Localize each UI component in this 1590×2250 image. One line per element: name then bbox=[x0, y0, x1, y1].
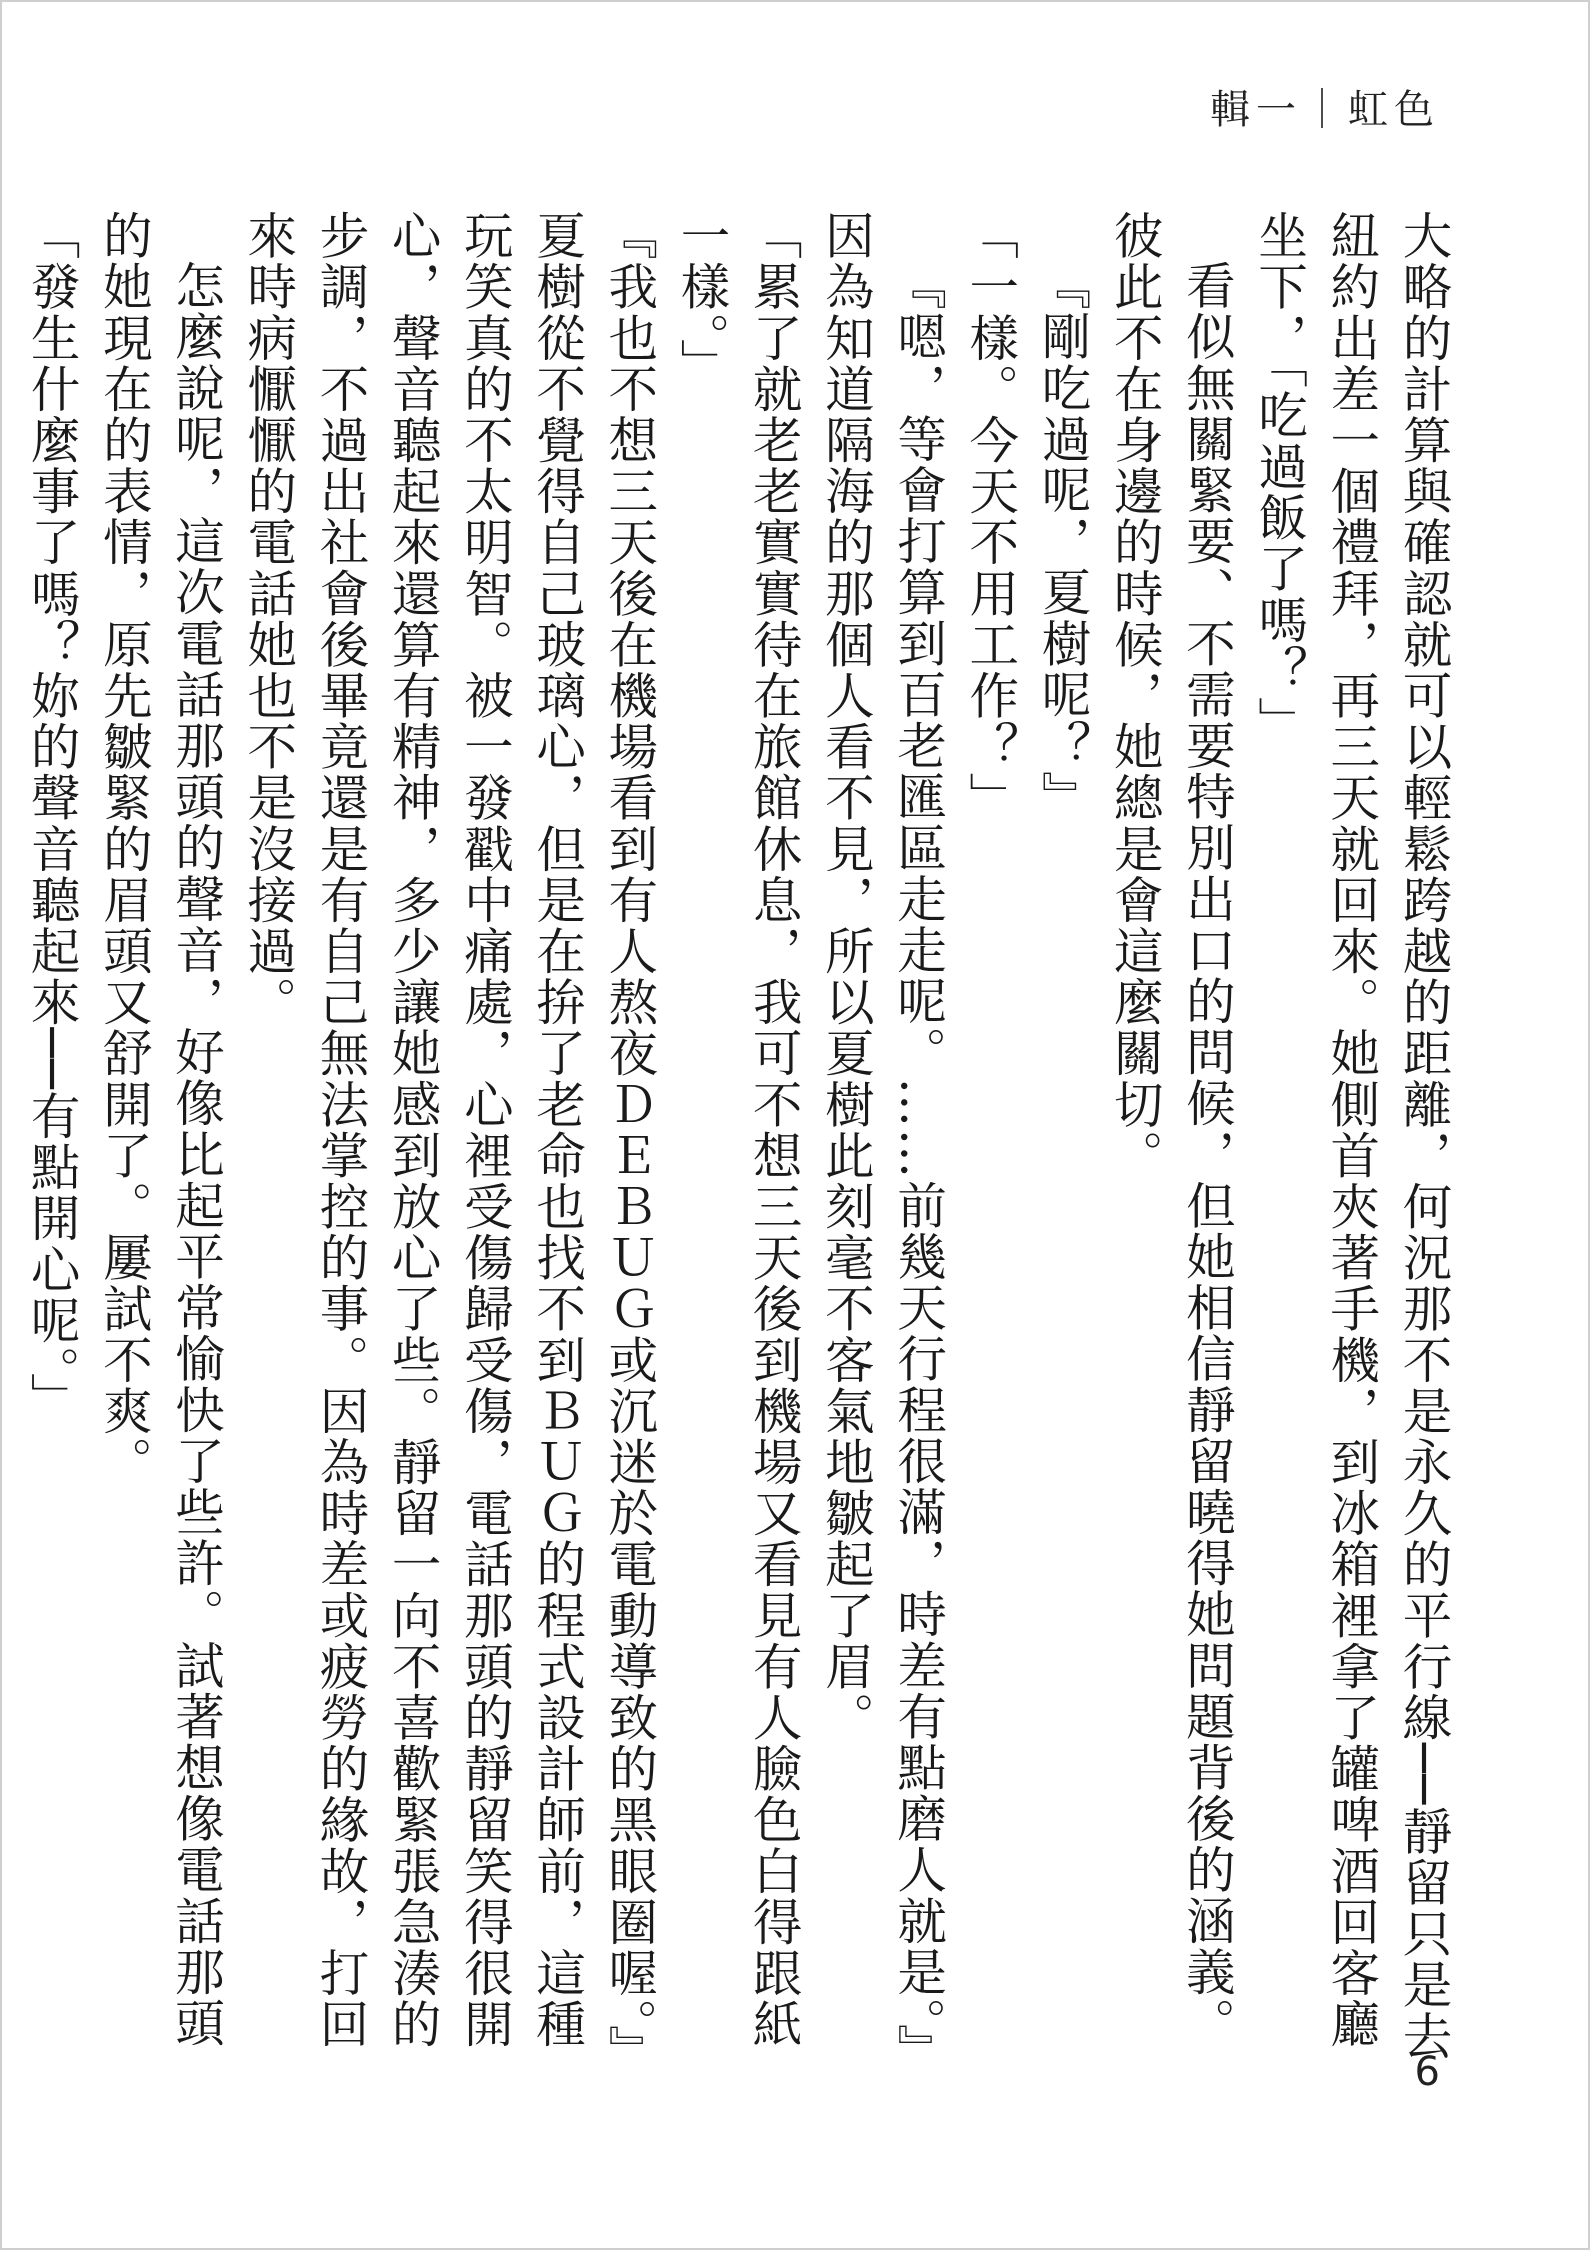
paragraph-2: 看似無關緊要、不需要特別出口的問候，但她相信靜留曉得她問題背後的涵義。彼此不在身邊的時候，她總是會這麼關切。 bbox=[1106, 210, 1237, 2048]
paragraph-4: 「一樣。今天不用工作？」 bbox=[961, 210, 1020, 824]
body-text bbox=[23, 210, 1460, 2090]
paragraph-10: 怎麼說呢，這次電話那頭的聲音，好像比起平常愉快了些許。試著想像電話那頭的她現在的表情，原先皺緊的眉頭又舒開了。屢試不爽。 bbox=[95, 210, 226, 2048]
paragraph-6: 因為知道隔海的那個人看不見，所以夏樹此刻毫不客氣地皺起了眉。 bbox=[817, 210, 876, 1743]
running-header: 輯一｜虹色 bbox=[1210, 87, 1440, 133]
paragraph-9: 夏樹從不覺得自己玻璃心，但是在拚了老命也找不到ＢＵＧ的程式設計師前，這種玩笑真的不太明智。被一發戳中痛處，心裡受傷歸受傷，電話那頭的靜留笑得很開心，聲音聽起來還算有精神，多少讓她感到放心了些。靜留一向不喜歡緊張急湊的步調，不過出社會後畢竟還是有自己無法掌控的事。因為時差或疲勞的緣故，打回來時病懨懨的電話她也不是沒接過。 bbox=[239, 210, 587, 2050]
paragraph-3: 『剛吃過呢，夏樹呢？』 bbox=[1033, 259, 1092, 822]
paragraph-5: 『嗯，等會打算到百老匯區走走呢。……前幾天行程很滿，時差有點磨人就是。』 bbox=[889, 259, 948, 2075]
paragraph-8: 『我也不想三天後在機場看到有人熬夜ＤＥＢＵＧ或沉迷於電動導致的黑眼圈喔。』 bbox=[600, 210, 659, 2076]
page-number: 6 bbox=[1414, 2049, 1440, 2095]
paragraph-7: 「累了就老老實實待在旅館休息，我可不想三天後到機場又看見有人臉色白得跟紙一樣。」 bbox=[672, 210, 804, 2050]
paragraph-1: 大略的計算與確認就可以輕鬆跨越的距離，何況那不是永久的平行線──靜留只是去紐約出差一個禮拜，再三天就回來。她側首夾著手機，到冰箱裡拿了罐啤酒回客廳坐下，「吃過飯了嗎？」 bbox=[1250, 210, 1453, 2062]
paragraph-11: 「發生什麼事了嗎？妳的聲音聽起來──有點開心呢。」 bbox=[23, 210, 82, 1424]
